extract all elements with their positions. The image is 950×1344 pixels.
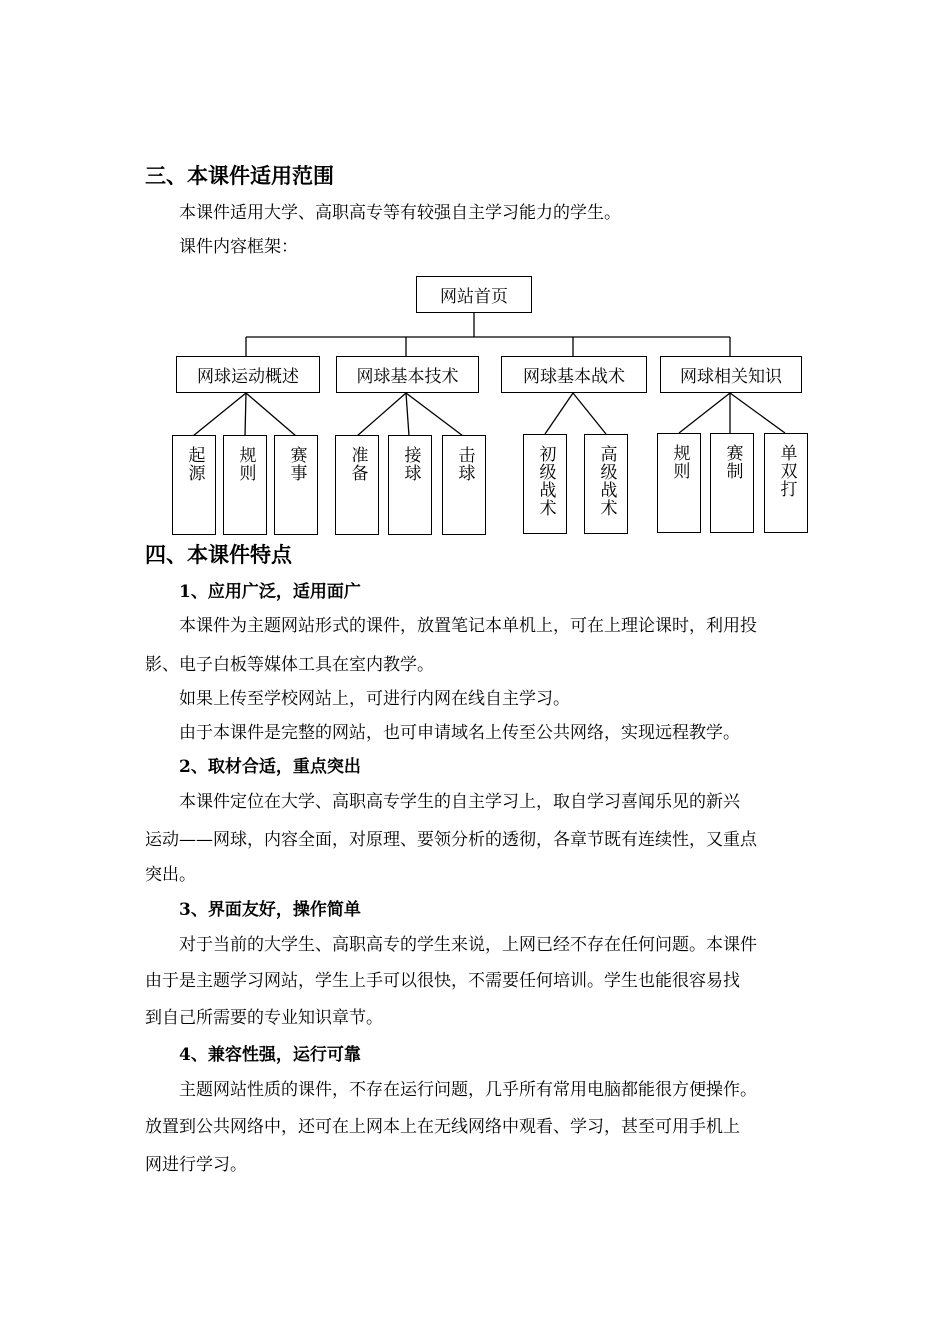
paragraph-line: 突出。 [145, 865, 196, 885]
chart-leaf-label: 赛事 [286, 446, 307, 482]
chart-leaf-label: 高级战术 [596, 445, 617, 517]
chart-category-box: 网球运动概述 [176, 356, 320, 393]
chart-category-box: 网球相关知识 [660, 356, 802, 393]
chart-leaf-box [710, 433, 754, 533]
paragraph: 本课件适用大学、高职高专等有较强自主学习能力的学生。 [179, 203, 621, 223]
chart-leaf-box [442, 435, 486, 535]
chart-leaf-box [584, 434, 628, 534]
chart-leaf-box [523, 434, 567, 534]
chart-leaf-label: 准备 [347, 446, 368, 482]
chart-leaf-label: 单双打 [776, 444, 797, 498]
paragraph-line: 主题网站性质的课件，不存在运行问题，几乎所有常用电脑都能很方便操作。 [179, 1080, 757, 1100]
chart-leaf-label: 赛制 [722, 444, 743, 480]
paragraph: 如果上传至学校网站上，可进行内网在线自主学习。 [179, 689, 570, 709]
paragraph-line: 网进行学习。 [145, 1155, 247, 1175]
subsection-heading: 3、界面友好，操作简单 [179, 900, 361, 920]
paragraph-line: 对于当前的大学生、高职高专的学生来说，上网已经不存在任何问题。本课件 [179, 935, 757, 955]
chart-leaf-label: 接球 [400, 446, 421, 482]
chart-leaf-box [764, 433, 808, 533]
paragraph-line: 本课件定位在大学、高职高专学生的自主学习上，取自学习喜闻乐见的新兴 [179, 792, 740, 812]
section-3-heading: 三、本课件适用范围 [145, 163, 334, 188]
chart-leaf-box [223, 435, 267, 535]
subsection-heading: 1、应用广泛，适用面广 [179, 582, 361, 602]
chart-category-box: 网球基本战术 [501, 356, 647, 393]
chart-leaf-box [657, 433, 701, 533]
chart-leaf-label: 起源 [184, 446, 205, 482]
paragraph: 课件内容框架： [179, 237, 298, 257]
chart-leaf-box [335, 435, 379, 535]
paragraph-line: 影、电子白板等媒体工具在室内教学。 [145, 655, 434, 675]
section-4-heading: 四、本课件特点 [145, 542, 292, 567]
chart-category-box: 网球基本技术 [336, 356, 479, 393]
chart-leaf-label: 初级战术 [535, 445, 556, 517]
chart-leaf-box [388, 435, 432, 535]
chart-leaf-label: 规则 [235, 446, 256, 482]
subsection-heading: 4、兼容性强，运行可靠 [179, 1045, 361, 1065]
chart-leaf-label: 规则 [669, 444, 690, 480]
paragraph-line: 本课件为主题网站形式的课件，放置笔记本单机上，可在上理论课时，利用投 [179, 616, 757, 636]
chart-leaf-label: 击球 [454, 446, 475, 482]
chart-root-box: 网站首页 [416, 276, 532, 313]
paragraph: 由于本课件是完整的网站，也可申请域名上传至公共网络，实现远程教学。 [179, 723, 740, 743]
paragraph-line: 到自己所需要的专业知识章节。 [145, 1008, 383, 1028]
paragraph-line: 由于是主题学习网站，学生上手可以很快，不需要任何培训。学生也能很容易找 [145, 971, 740, 991]
chart-leaf-box [274, 435, 318, 535]
subsection-heading: 2、取材合适，重点突出 [179, 757, 361, 777]
paragraph-line: 放置到公共网络中，还可在上网本上在无线网络中观看、学习，甚至可用手机上 [145, 1117, 740, 1137]
paragraph-line: 运动——网球，内容全面，对原理、要领分析的透彻，各章节既有连续性，又重点 [145, 830, 757, 850]
chart-leaf-box [172, 435, 216, 535]
